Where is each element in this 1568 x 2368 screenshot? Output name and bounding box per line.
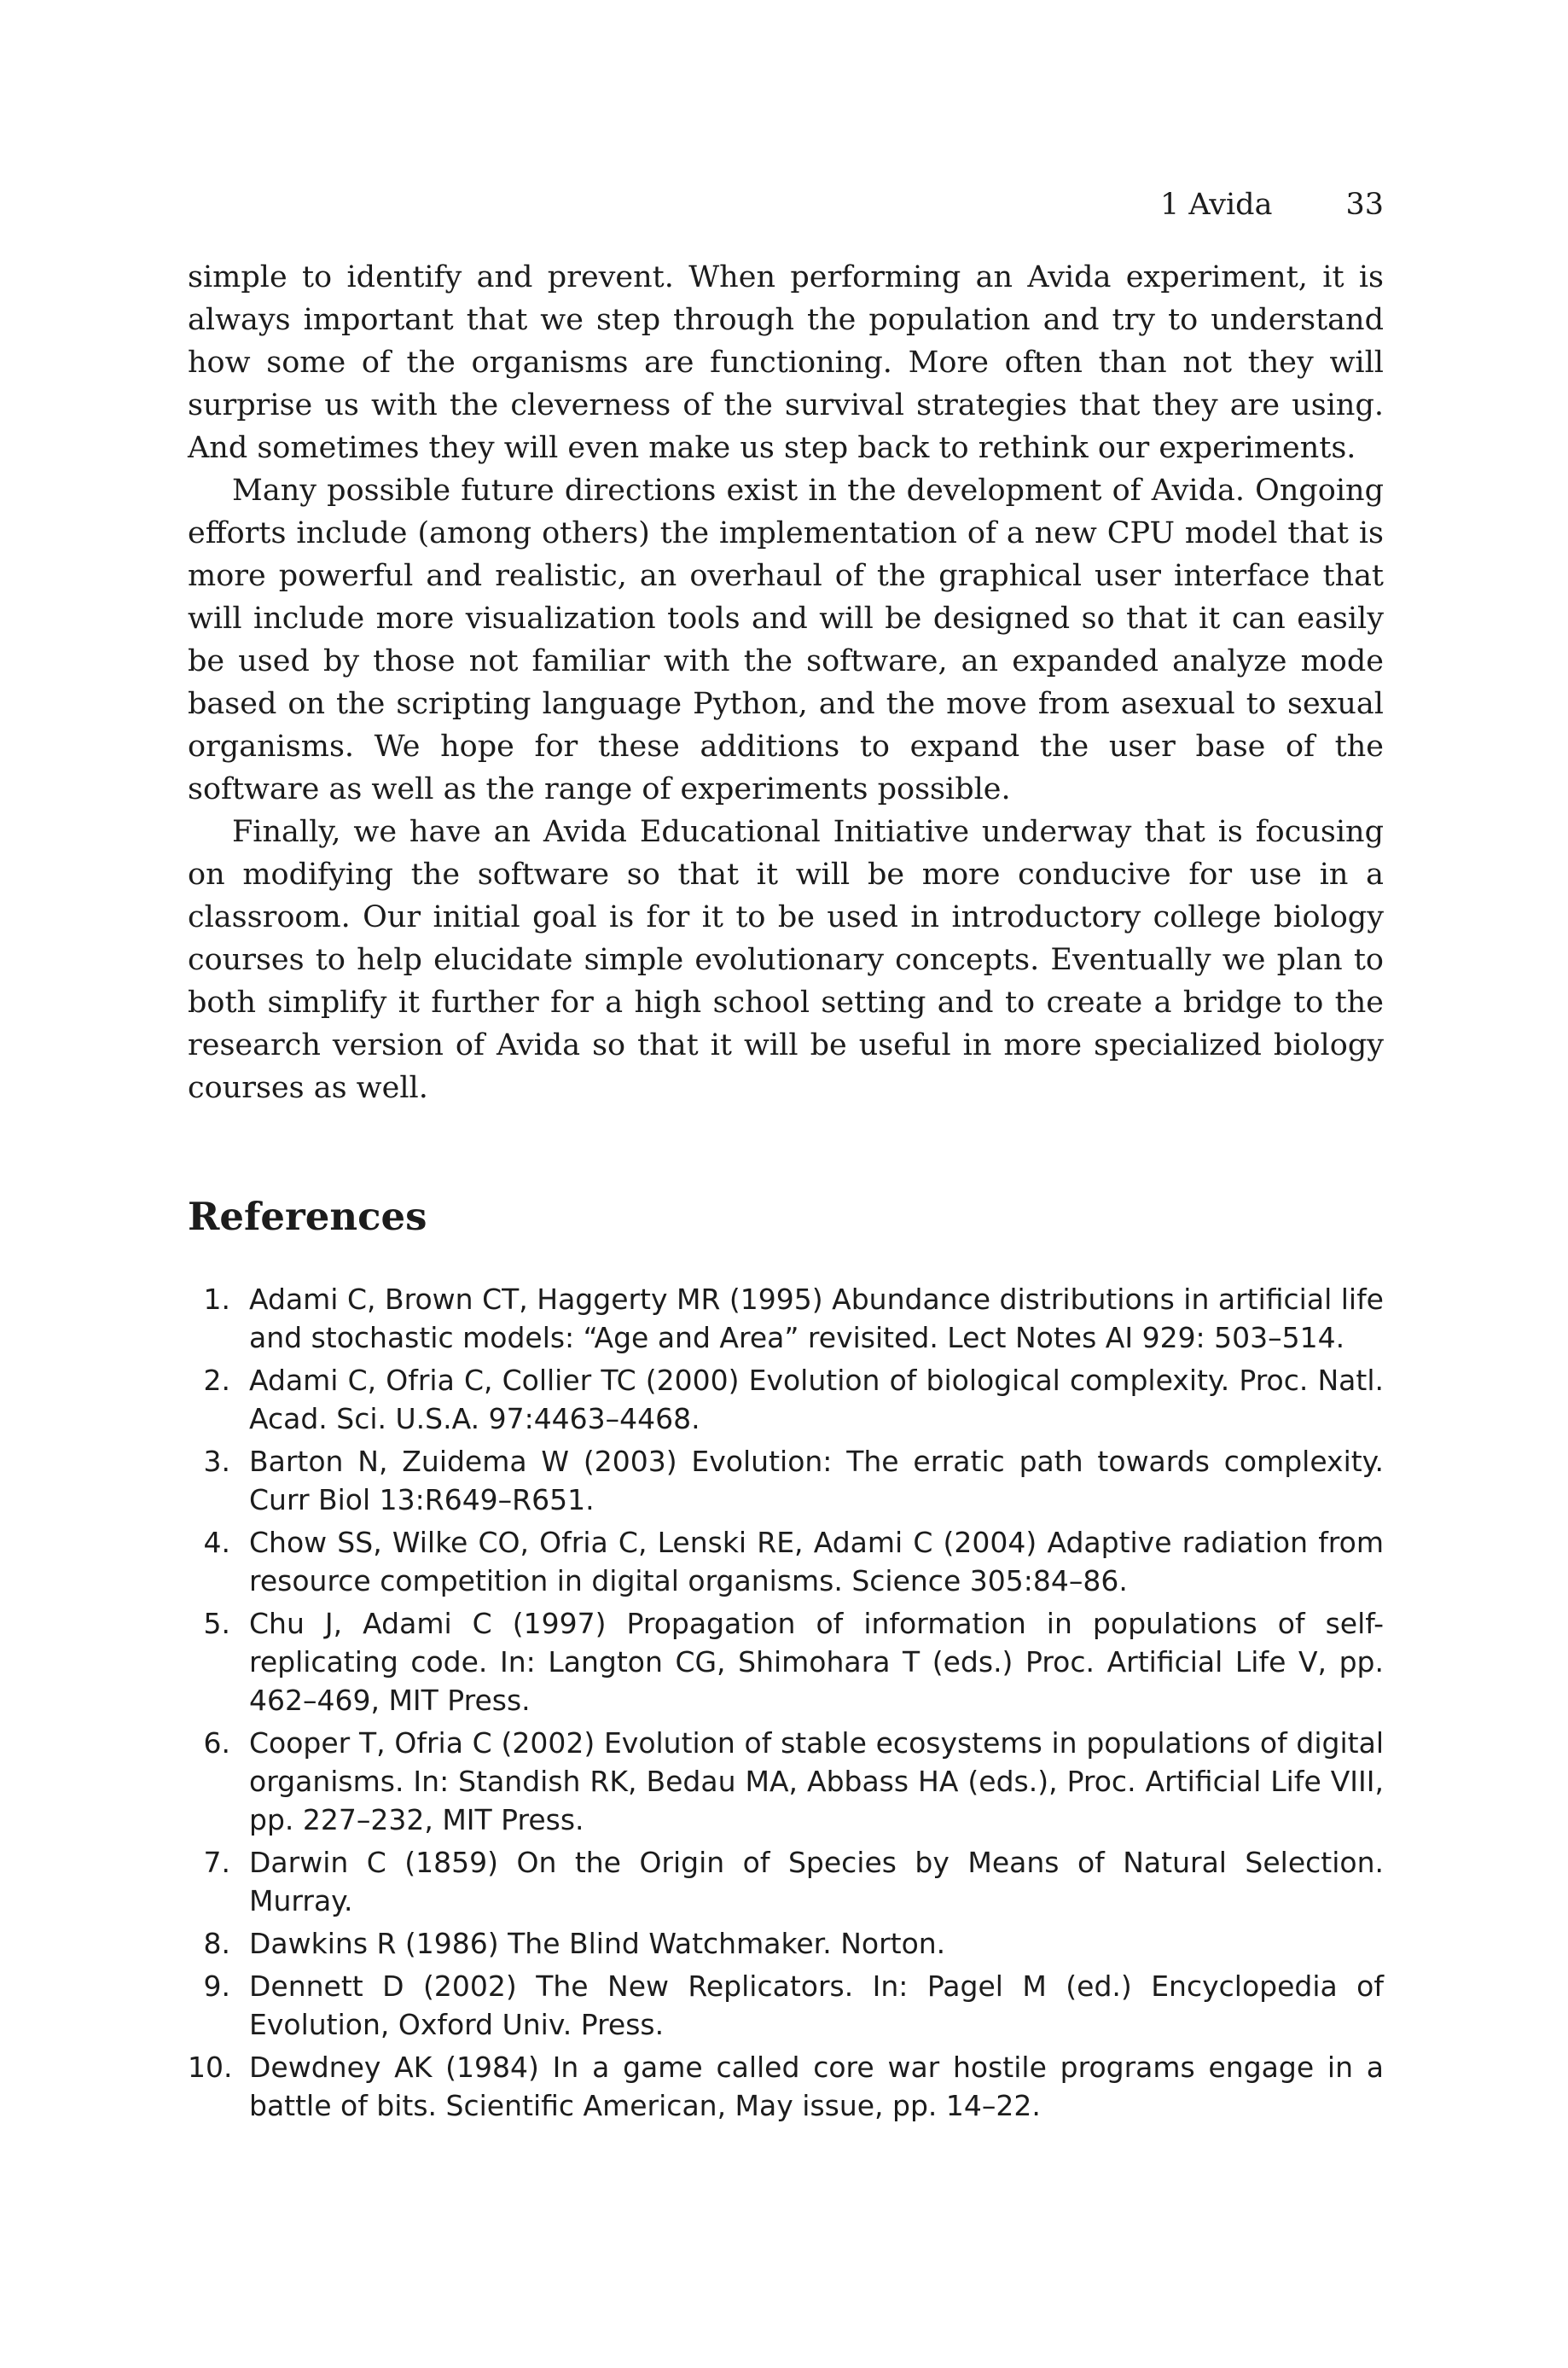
reference-number: 4.: [203, 1526, 230, 1559]
reference-text: Chow SS, Wilke CO, Ofria C, Lenski RE, Adami C (2004) Adaptive radiation from resource competition in digital organisms. Science 305:84–86.: [249, 1526, 1384, 1597]
reference-text: Adami C, Brown CT, Haggerty MR (1995) Abundance distributions in artificial life and stochastic models: “Age and Area” revisited. Lect Notes AI 929: 503–514.: [249, 1283, 1384, 1354]
reference-number: 7.: [203, 1846, 230, 1879]
running-head: [1160, 183, 1384, 227]
reference-number: 2.: [203, 1364, 230, 1397]
reference-text: Barton N, Zuidema W (2003) Evolution: The erratic path towards complexity. Curr Biol 13:R649–R651.: [249, 1445, 1384, 1516]
reference-item: [188, 1442, 1384, 1519]
reference-number: 3.: [203, 1445, 230, 1478]
reference-list: [188, 1280, 1384, 2129]
reference-number: 8.: [203, 1927, 230, 1960]
reference-item: [188, 1523, 1384, 1600]
reference-text: Dewdney AK (1984) In a game called core war hostile programs engage in a battle of bits. Scientific American, May issue, pp. 14–22.: [249, 2051, 1384, 2122]
reference-text: Adami C, Ofria C, Collier TC (2000) Evolution of biological complexity. Proc. Natl. Acad. Sci. U.S.A. 97:4463–4468.: [249, 1364, 1384, 1435]
paragraph: Finally, we have an Avida Educational Initiative underway that is focusing on modifying the software so that it will be more conducive for use in a classroom. Our initial goal is for it to be used in introductory college biology courses to help elucidate simple evolutionary concepts. Eventually we plan to both simplify it further for a high school setting and to create a bridge to the research version of Avida so that it will be useful in more specialized biology courses as well.: [188, 815, 1384, 1105]
paragraph: Many possible future directions exist in the development of Avida. Ongoing efforts include (among others) the implementation of a new CPU model that is more powerful and realistic, an overhaul of the graphical user interface that will include more visualization tools and will be designed so that it can easily be used by those not familiar with the software, an expanded analyze mode based on the scripting language Python, and the move from asexual to sexual organisms. We hope for these additions to expand the user base of the software as well as the range of experiments possible.: [188, 474, 1384, 806]
body-text: [188, 256, 1384, 1109]
reference-item: [188, 1924, 1384, 1963]
reference-text: Chu J, Adami C (1997) Propagation of information in populations of self-replicating code. In: Langton CG, Shimohara T (eds.) Proc. Artificial Life V, pp. 462–469, MIT Press.: [249, 1607, 1384, 1717]
paragraph: simple to identify and prevent. When performing an Avida experiment, it is always important that we step through the population and try to understand how some of the organisms are functioning. More often than not they will surprise us with the cleverness of the survival strategies that they are using. And sometimes they will even make us step back to rethink our experiments.: [188, 260, 1384, 465]
chapter-title: 1 Avida: [1159, 188, 1273, 222]
reference-item: [188, 1843, 1384, 1920]
reference-text: Darwin C (1859) On the Origin of Species by Means of Natural Selection. Murray.: [249, 1846, 1384, 1917]
reference-text: Dawkins R (1986) The Blind Watchmaker. Norton.: [249, 1927, 946, 1960]
reference-item: [188, 2048, 1384, 2125]
reference-number: 5.: [203, 1607, 230, 1640]
reference-item: [188, 1604, 1384, 1719]
reference-number: 10.: [188, 2051, 233, 2084]
reference-item: [188, 1280, 1384, 1357]
reference-number: 6.: [203, 1726, 230, 1760]
page-number: 33: [1345, 188, 1384, 222]
reference-number: 1.: [203, 1283, 230, 1316]
reference-number: 9.: [203, 1969, 230, 2003]
reference-item: [188, 1724, 1384, 1839]
references-heading: References: [188, 1194, 427, 1239]
reference-item: [188, 1967, 1384, 2044]
reference-text: Dennett D (2002) The New Replicators. In: Pagel M (ed.) Encyclopedia of Evolution, Oxford Univ. Press.: [249, 1969, 1384, 2041]
reference-text: Cooper T, Ofria C (2002) Evolution of stable ecosystems in populations of digital organisms. In: Standish RK, Bedau MA, Abbass HA (eds.), Proc. Artificial Life VIII, pp. 227–232, MIT Press.: [249, 1726, 1384, 1836]
reference-item: [188, 1361, 1384, 1438]
